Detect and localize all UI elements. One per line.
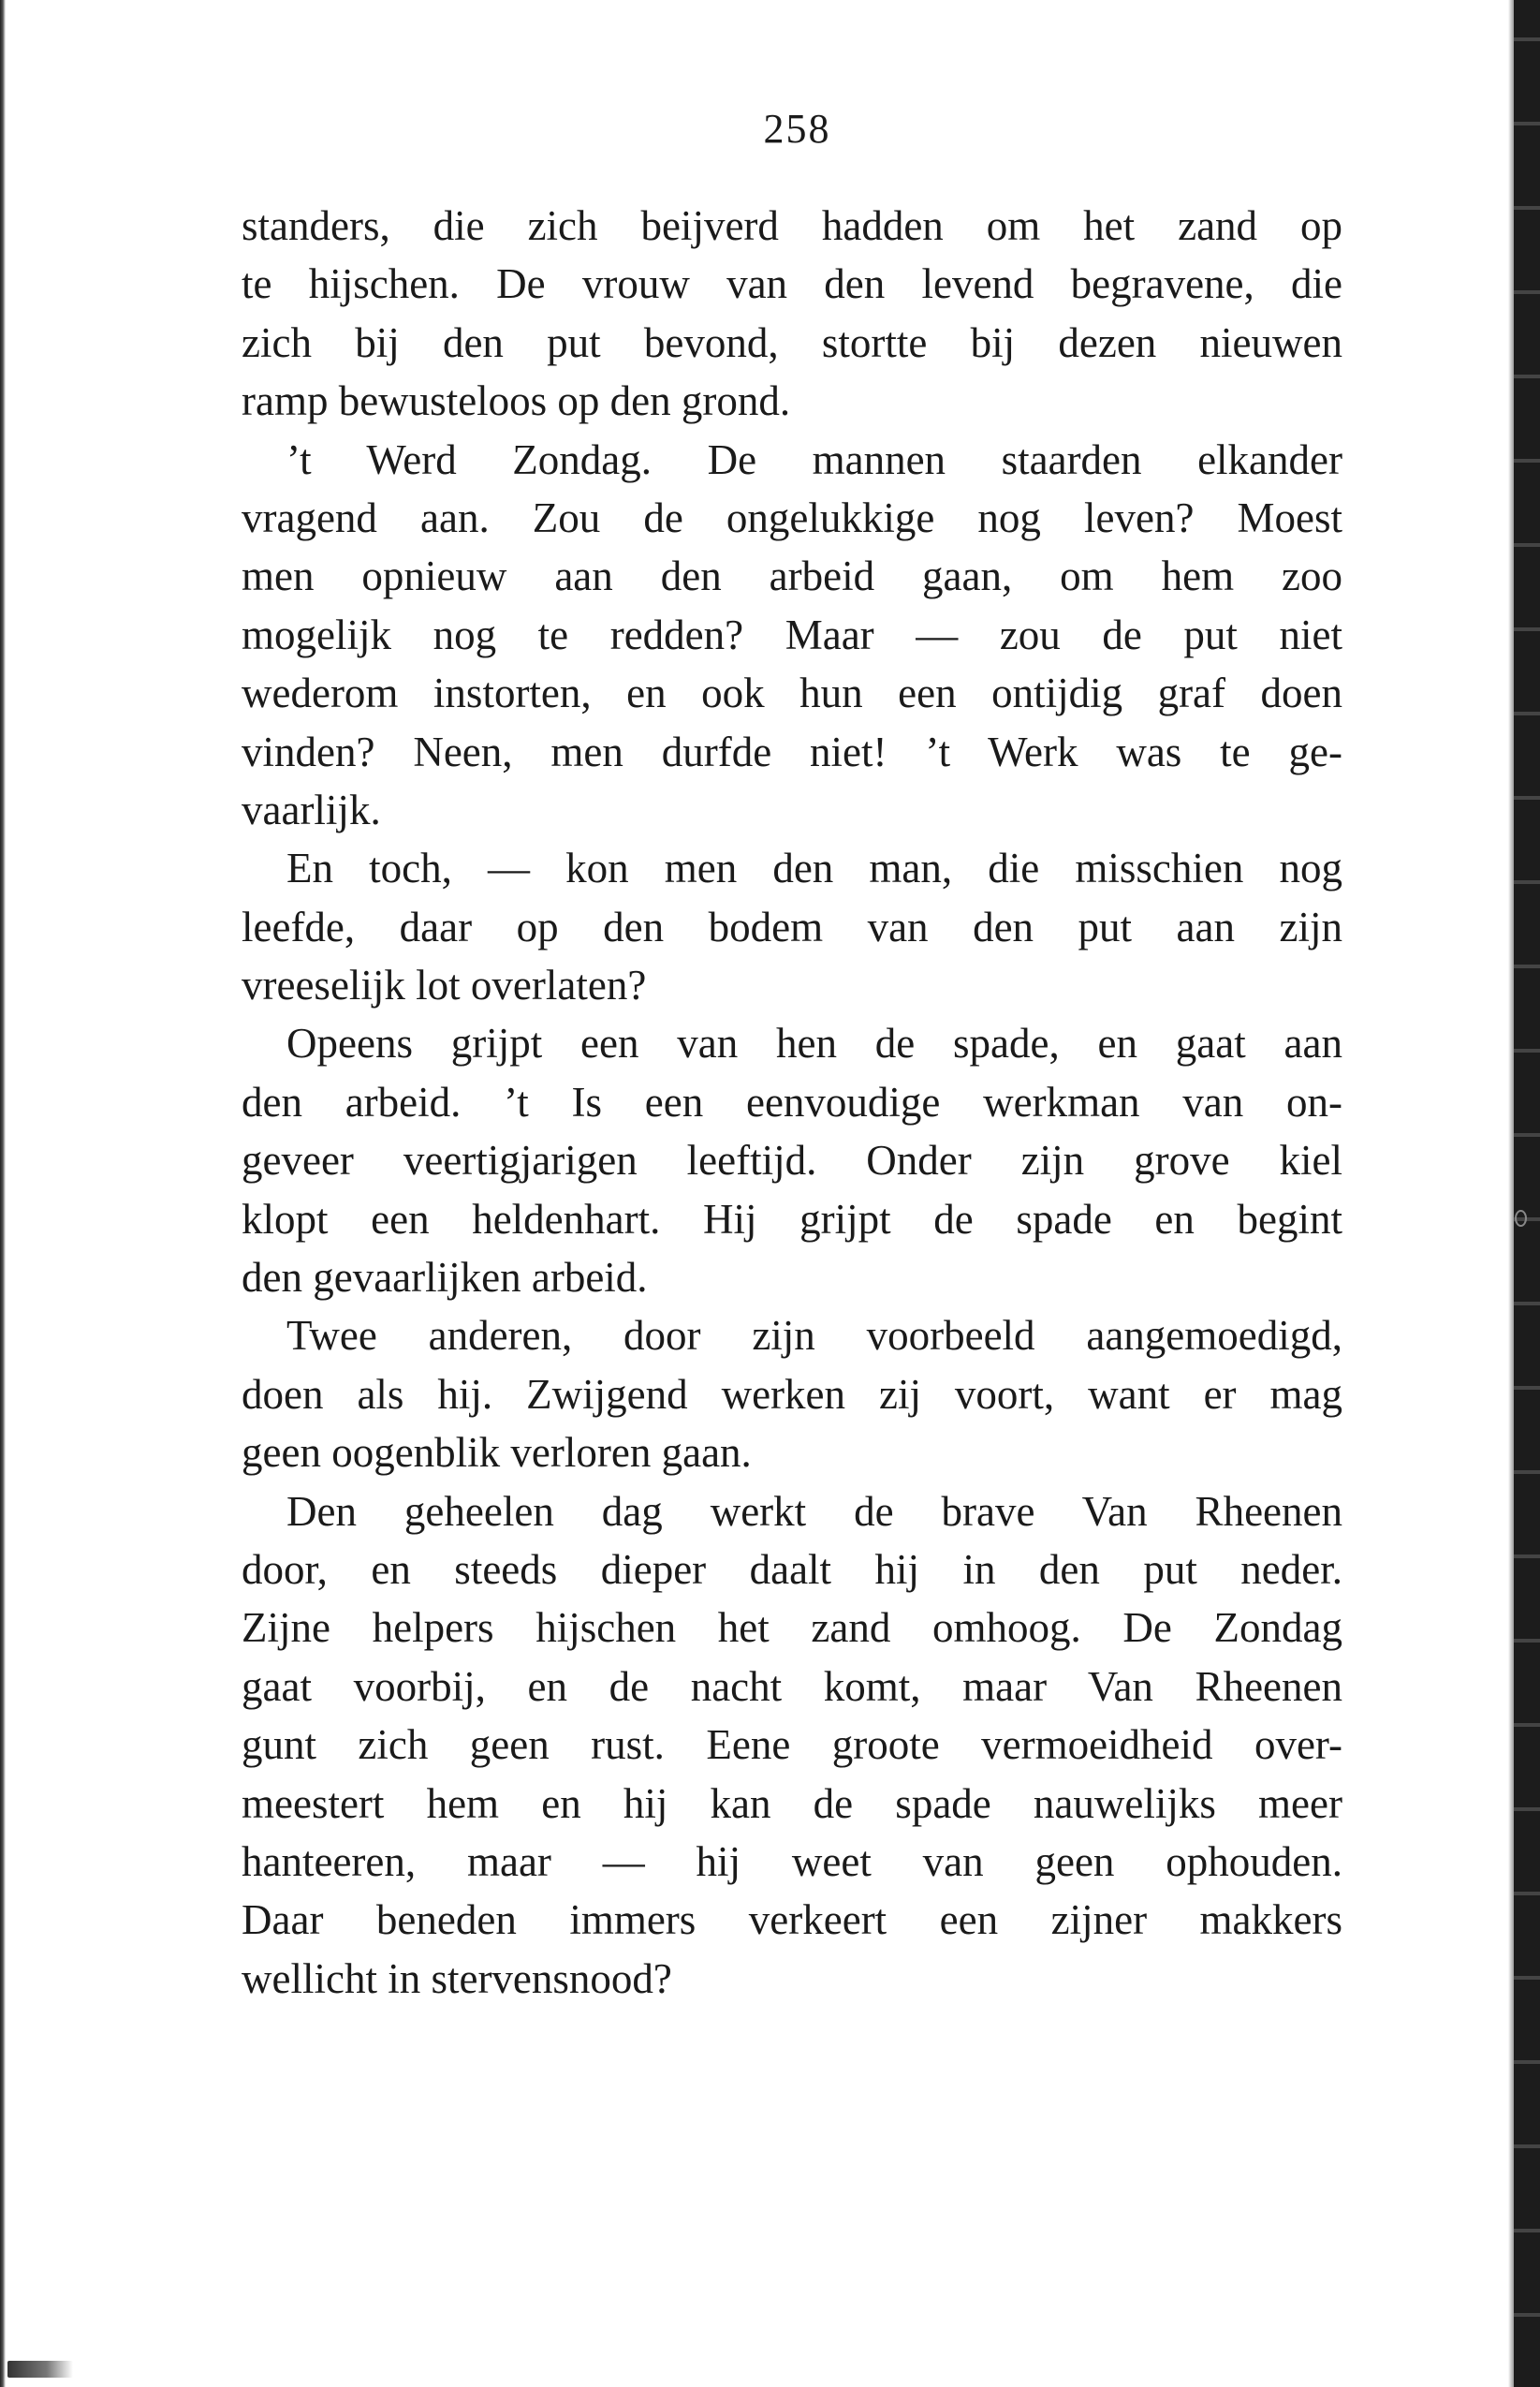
text-line: mogelijk nog te redden? Maar — zou de put niet [242, 611, 1342, 658]
text-line: den arbeid. ’t Is een eenvoudige werkman van on- [242, 1078, 1342, 1126]
text-line: wederom instorten, en ook hun een ontijdig graf doen [242, 670, 1342, 717]
text-line: gunt zich geen rust. Eene groote vermoeidheid over- [242, 1721, 1342, 1769]
text-line: Opeens grijpt een van hen de spade, en gaat aan [286, 1020, 1342, 1068]
text-line: wellicht in stervensnood? [242, 1954, 672, 2002]
text-line: vaarlijk. [242, 786, 381, 833]
text-line: ’t Werd Zondag. De mannen staarden elkander [286, 435, 1342, 483]
text-line: Zijne helpers hijschen het zand omhoog. De Zondag [242, 1604, 1342, 1652]
text-line: ramp bewusteloos op den grond. [242, 377, 791, 425]
scan-corner-mark [7, 2361, 73, 2378]
scan-edge-left [0, 0, 6, 2387]
text-line: hanteeren, maar — hij weet van geen ophouden. [242, 1837, 1342, 1885]
page-number: 258 [763, 106, 831, 152]
text-line: vinden? Neen, men durfde niet! ’t Werk was te ge- [242, 728, 1342, 775]
margin-mark-icon [1515, 1210, 1527, 1227]
body-text [242, 197, 1342, 2008]
text-line: te hijschen. De vrouw van den levend begravene, die [242, 260, 1342, 308]
text-line: Daar beneden immers verkeert een zijner makkers [242, 1896, 1342, 1944]
text-line: vreeselijk lot overlaten? [242, 962, 647, 1009]
text-line: leefde, daar op den bodem van den put aan zijn [242, 903, 1342, 950]
text-line: klopt een heldenhart. Hij grijpt de spade en begint [242, 1195, 1342, 1243]
text-line: En toch, — kon men den man, die misschien nog [286, 845, 1342, 892]
text-line: standers, die zich beijverd hadden om het zand op [242, 202, 1342, 249]
text-line: geen oogenblik verloren gaan. [242, 1429, 752, 1477]
text-line: Den geheelen dag werkt de brave Van Rheenen [286, 1487, 1342, 1535]
text-line: den gevaarlijken arbeid. [242, 1254, 648, 1302]
text-line: door, en steeds dieper daalt hij in den put neder. [242, 1545, 1342, 1593]
text-line: Twee anderen, door zijn voorbeeld aangemoedigd, [286, 1312, 1342, 1360]
text-line: men opnieuw aan den arbeid gaan, om hem zoo [242, 553, 1342, 600]
text-line: vragend aan. Zou de ongelukkige nog leven? Moest [242, 494, 1342, 541]
text-line: geveer veertigjarigen leeftijd. Onder zijn grove kiel [242, 1137, 1342, 1185]
scan-edge-right [1514, 0, 1540, 2387]
text-line: zich bij den put bevond, stortte bij dezen nieuwen [242, 318, 1342, 366]
text-line: meestert hem en hij kan de spade nauwelijks meer [242, 1779, 1342, 1827]
text-line: doen als hij. Zwijgend werken zij voort, want er mag [242, 1370, 1342, 1418]
text-line: gaat voorbij, en de nacht komt, maar Van Rheenen [242, 1662, 1342, 1710]
